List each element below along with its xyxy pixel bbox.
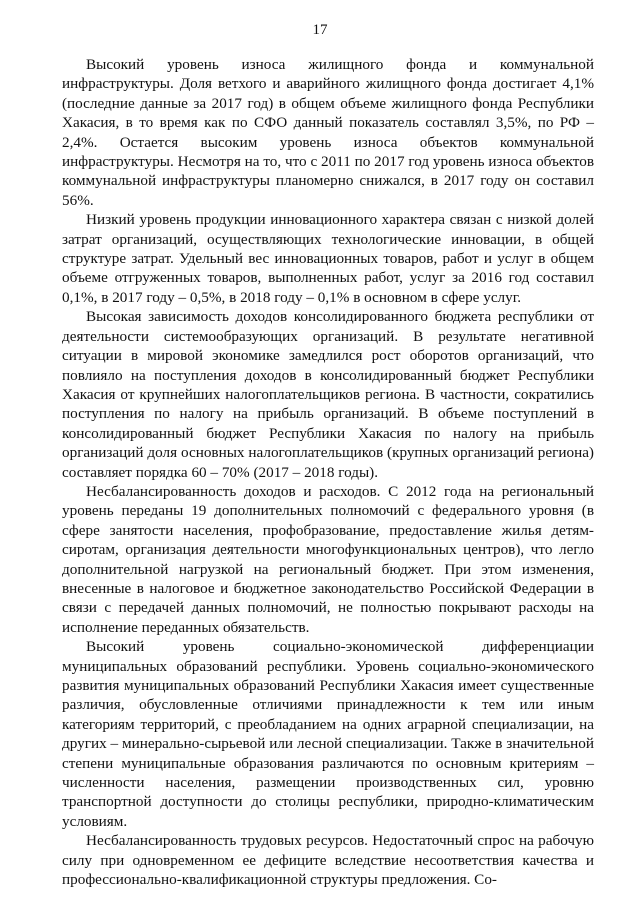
body-text — [62, 55, 594, 889]
paragraph-budget-dependence: Высокая зависимость доходов консолидированного бюджета республики от деятельности системообразующих организаций. В результате негативной ситуации в мировой экономике замедлился рост оборотов организаций, что повлияло на поступления доходов в консолидированный бюджет Республики Хакасия от крупнейших налогоплательщиков региона. В частности, сократились поступления по налогу на прибыль организаций. В объеме поступлений в консолидированный бюджет Республики Хакасия по налогу на прибыль организаций доля основных налогоплательщиков (крупных организаций региона) составляет порядка 60 – 70% (2017 – 2018 годы). — [62, 308, 594, 481]
paragraph-municipal-differentiation: Высокий уровень социально-экономической дифференциации муниципальных образований республики. Уровень социально-экономического развития муниципальных образований Республики Хакасия имеет существенные различия, обусловленные отличиями принадлежности к тем или иным категориям территорий, с преобладанием на одних аграрной специализации, на других – минерально-сырьевой или лесной специализации. Также в значительной степени муниципальные образования различаются по основным критериям – численности населения, размещении производственных сил, уровню транспортной доступности до столицы республики, природно-климатическим условиям. — [62, 638, 594, 830]
paragraph-housing-wear: Высокий уровень износа жилищного фонда и коммунальной инфраструктуры. Доля ветхого и аварийного жилищного фонда достигает 4,1% (последние данные за 2017 год) в общем объеме жилищного фонда Республики Хакасия, в то время как по СФО данный показатель составлял 3,5%, по РФ – 2,4%. Остается высоким уровень износа объектов коммунальной инфраструктуры. Несмотря на то, что с 2011 по 2017 год уровень износа объектов коммунальной инфраструктуры планомерно снижался, в 2017 году он составил 56%. — [62, 56, 594, 209]
paragraph-labor-imbalance: Несбалансированность трудовых ресурсов. Недостаточный спрос на рабочую силу при одновременном ее дефиците вследствие несоответствия качества и профессионально-квалификационной структуры предложения. Со- — [62, 832, 594, 889]
paragraph-income-expense-imbalance: Несбалансированность доходов и расходов. С 2012 года на региональный уровень переданы 19 дополнительных полномочий с федерального уровня (в сфере занятости населения, профобразование, предоставление жилья детям-сиротам, организация деятельности многофункциональных центров), что легло дополнительной нагрузкой на региональный бюджет. При этом изменения, внесенные в налоговое и бюджетное законодательство Российской Федерации в связи с передачей данных полномочий, не полностью покрывают расходы на исполнение переданных обязательств. — [62, 482, 594, 636]
page-number: 17 — [312, 22, 328, 38]
paragraph-innovation: Низкий уровень продукции инновационного характера связан с низкой долей затрат организаций, осуществляющих технологические инновации, в общей структуре затрат. Удельный вес инновационных товаров, работ и услуг в общем объеме отгруженных товаров, выполненных работ, услуг за 2016 год составил 0,1%, в 2017 году – 0,5%, в 2018 году – 0,1% в основном в сфере услуг. — [62, 211, 594, 306]
